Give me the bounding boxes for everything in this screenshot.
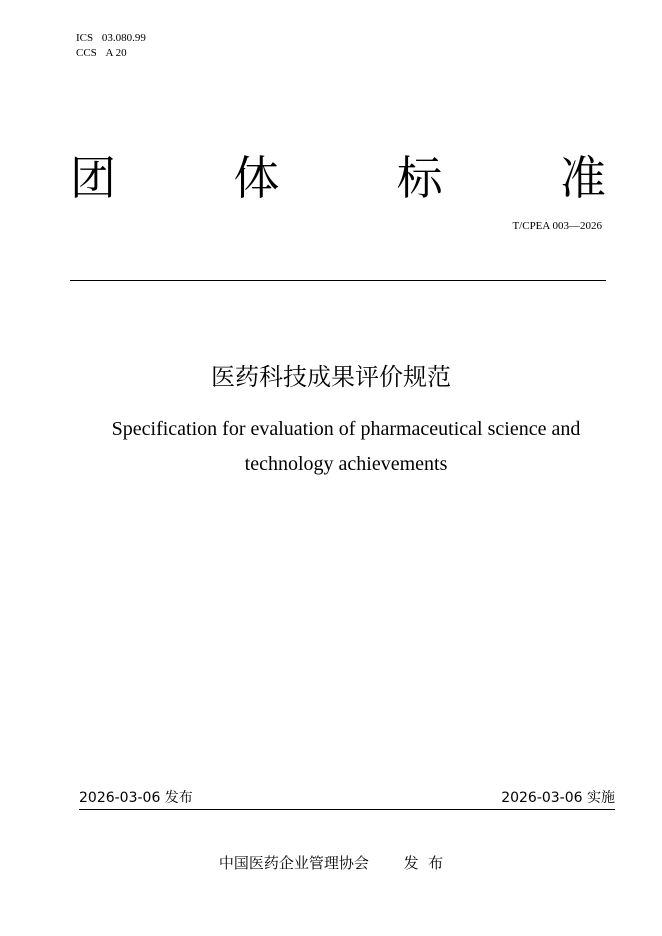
ics-label: ICS	[76, 32, 94, 44]
date-row	[79, 788, 615, 808]
ccs-label: CCS	[76, 47, 97, 59]
ccs-row	[76, 46, 146, 61]
ics-code: 03.080.99	[101, 32, 146, 44]
title-english: Specification for evaluation of pharmaceutical science and technology achievements	[111, 418, 581, 475]
publisher-line	[0, 853, 662, 873]
header-divider	[70, 280, 606, 281]
standard-type-title	[70, 148, 606, 208]
standard-type-char: 准	[559, 151, 606, 205]
title-chinese: 医药科技成果评价规范	[211, 363, 451, 391]
publish-date: 2026-03-06 发布	[79, 790, 193, 806]
classification-codes	[76, 31, 146, 61]
standard-type-char: 体	[233, 151, 280, 205]
standard-number: T/CPEA 003—2026	[512, 220, 602, 232]
standard-type-char: 团	[70, 151, 116, 205]
implement-date: 2026-03-06 实施	[501, 790, 615, 806]
footer-divider	[79, 809, 615, 810]
standard-type-char: 标	[396, 151, 443, 205]
ccs-code: A 20	[105, 47, 127, 59]
publisher-organization: 中国医药企业管理协会	[218, 854, 369, 872]
ics-row	[76, 31, 146, 46]
publisher-action: 发 布	[403, 854, 444, 872]
